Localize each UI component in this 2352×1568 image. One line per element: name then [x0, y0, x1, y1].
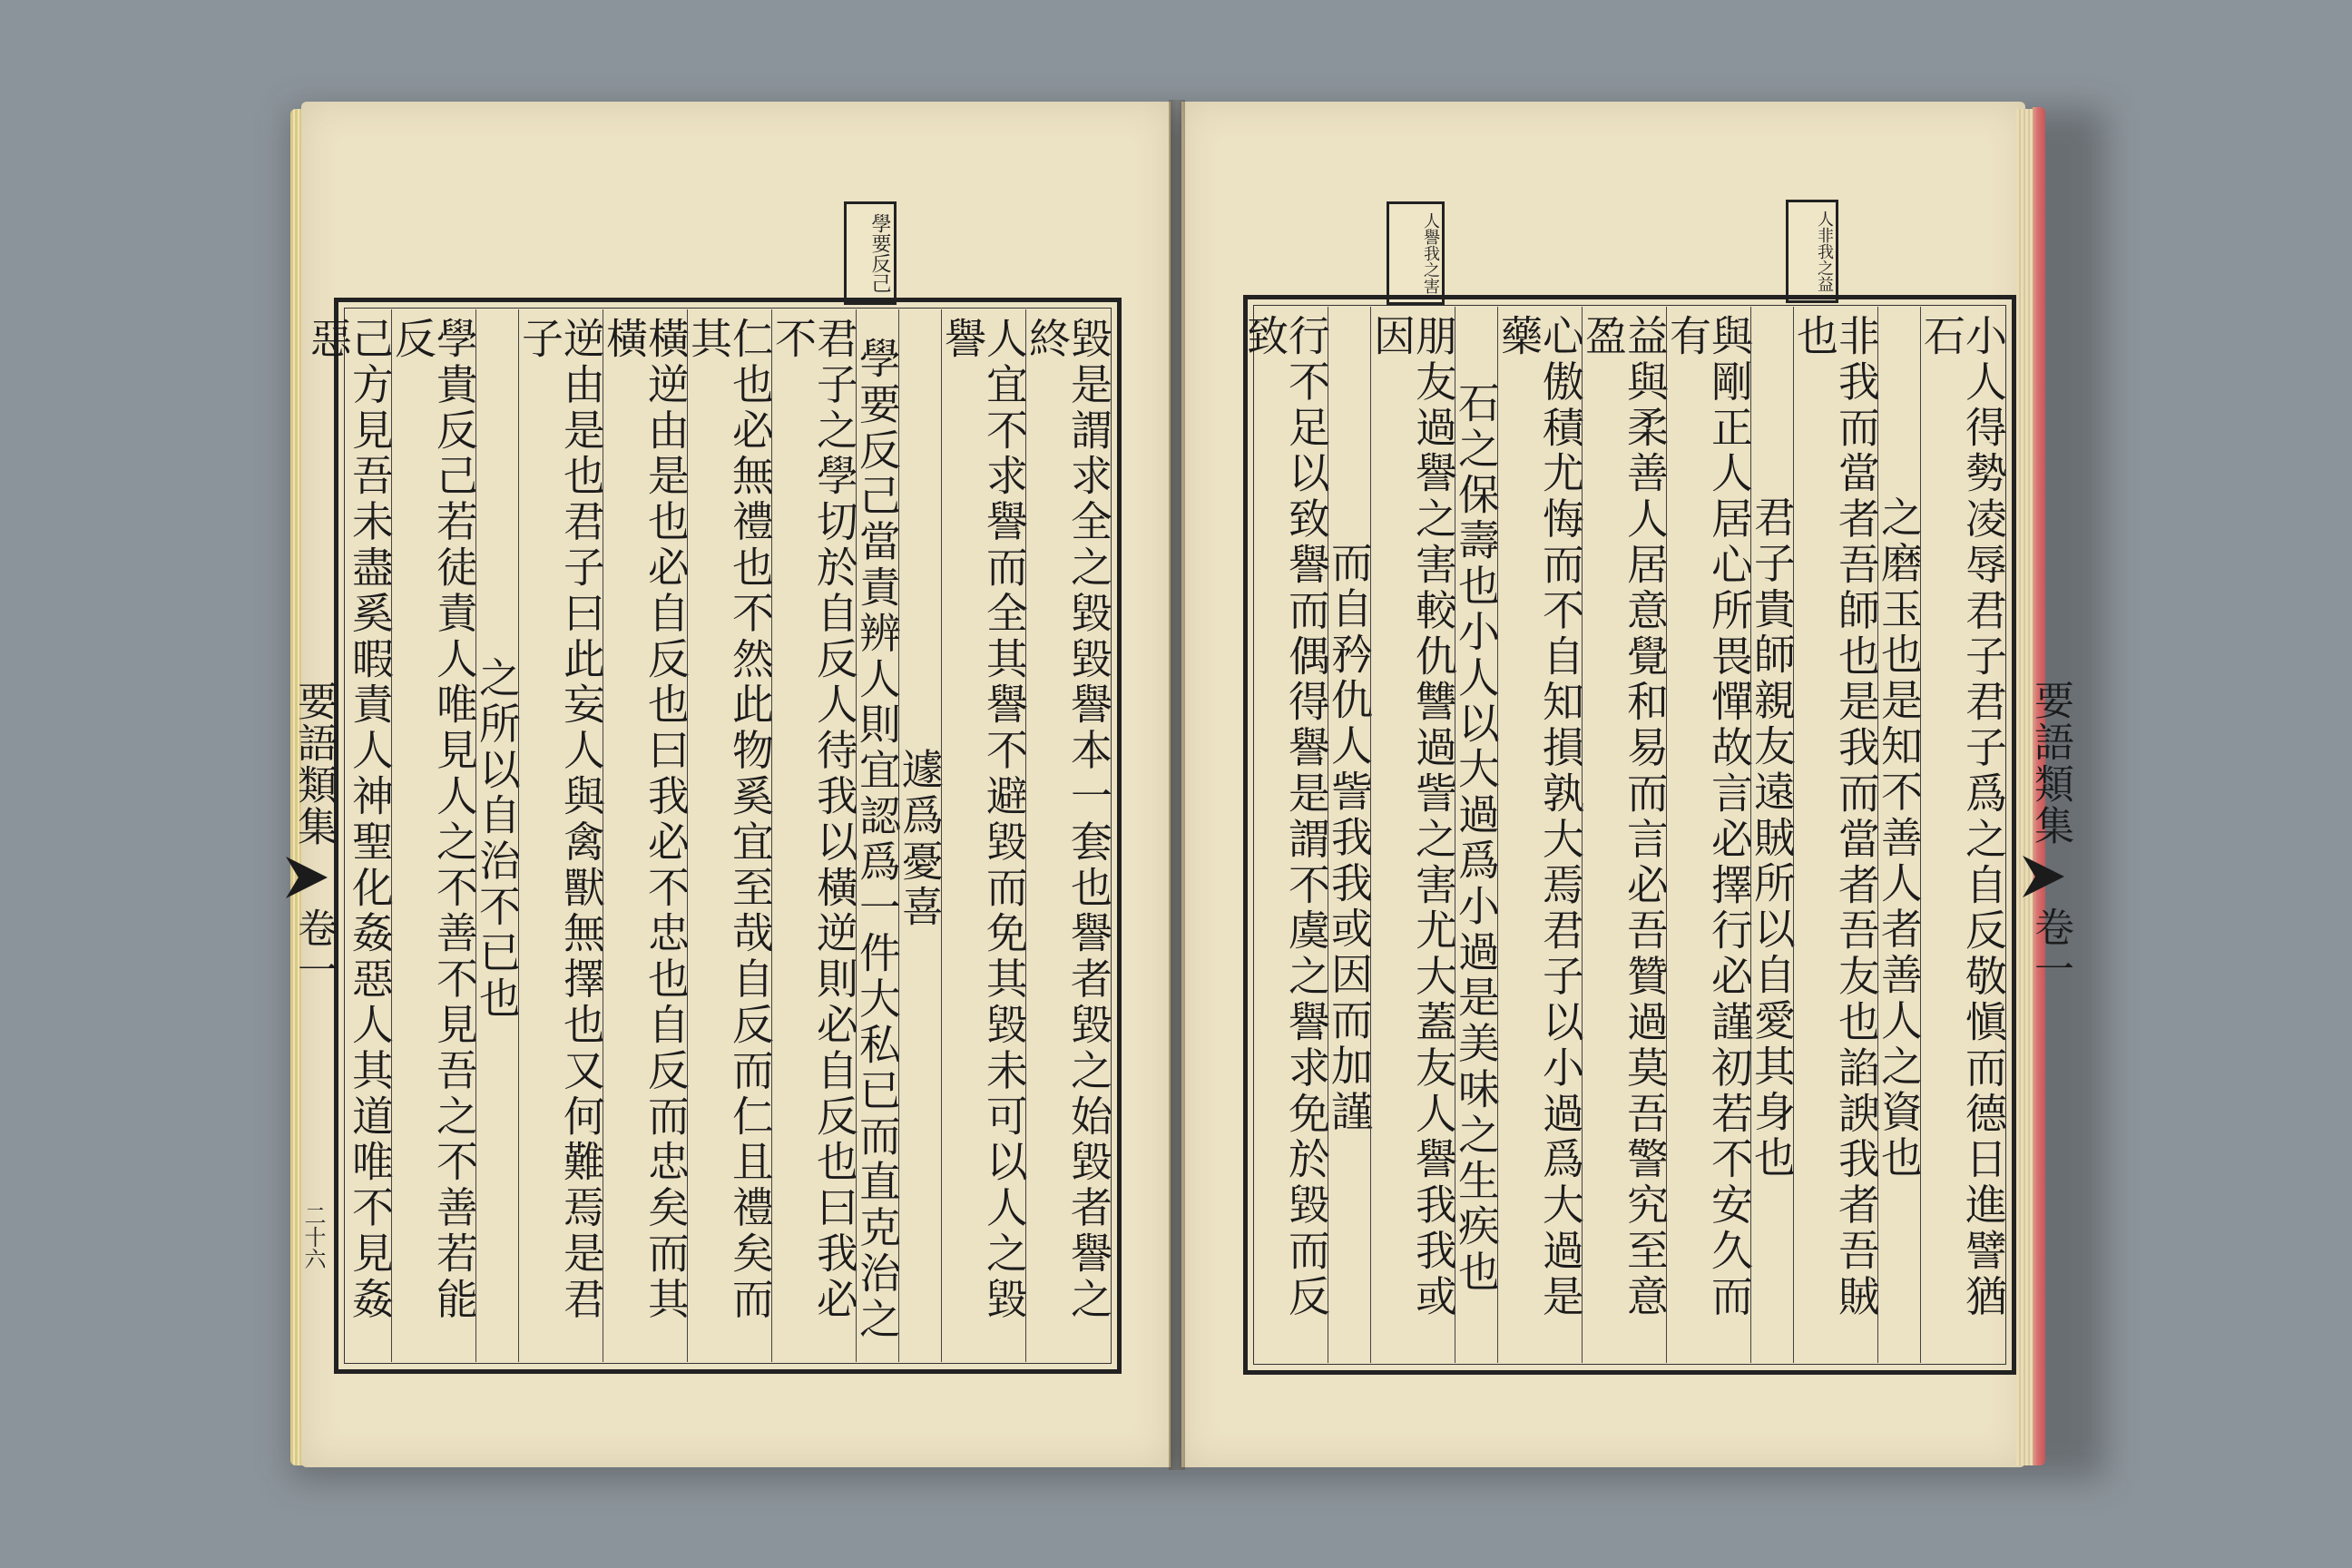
text-column: 仁也必無禮也不然此物奚宜至哉自反而仁且禮矣而其: [687, 309, 771, 1362]
right-running-title: 要語類集: [2027, 680, 2073, 847]
right-margin-tag-1-text: 人非我之益: [1815, 211, 1834, 292]
left-margin-tag-text: 學要反己: [868, 213, 891, 293]
text-column: 石之保壽也小人以大過爲小過是美味之生疾也: [1455, 307, 1497, 1363]
text-column: 朋友過譽之害較仇讐過訾之害尤大蓋友人譽我我或因: [1370, 307, 1455, 1363]
folio-number: 二十六: [300, 1204, 326, 1269]
text-column: 與剛正人居心所畏憚故言必擇行必謹初若不安久而有: [1666, 307, 1750, 1363]
left-volume-label: 卷一: [290, 907, 337, 991]
text-column: 遽爲憂喜: [898, 309, 941, 1362]
book-gutter: [1169, 100, 1185, 1470]
text-column: 心傲積尤悔而不自知損孰大焉君子以小過爲大過是藥: [1497, 307, 1582, 1363]
text-column: 而自矜仇人訾我我或因而加謹: [1328, 307, 1370, 1363]
text-column: 學貴反己若徒責人唯見人之不善不見吾之不善若能反: [391, 309, 475, 1362]
right-margin-tag-2: [1387, 201, 1445, 305]
fish-tail-icon: [2023, 856, 2064, 897]
text-column: 橫逆由是也必自反也曰我必不忠也自反而忠矣而其橫: [603, 309, 687, 1362]
left-margin-tag: [844, 201, 897, 305]
text-column: 非我而當者吾師也是我而當者吾友也諂諛我者吾賊也: [1793, 307, 1877, 1363]
text-column: 之磨玉也是知不善人者善人之資也: [1877, 307, 1920, 1363]
right-margin-tag-2-text: 人譽我之害: [1421, 212, 1440, 294]
text-column: 行不足以致譽而偶得譽是謂不虞之譽求免於毀而反致: [1240, 314, 1331, 1320]
text-column: 小人得勢凌辱君子君子爲之自反敬愼而德日進譬猶石: [1920, 307, 2004, 1363]
right-volume-label: 卷一: [2027, 906, 2073, 990]
left-running-title: 要語類集: [290, 681, 337, 848]
right-running-head: [2017, 307, 2073, 1363]
text-column: 學要反己當責辨人則宜認爲一件大私已而直克治之: [856, 309, 898, 1362]
right-margin-tag-1: [1786, 200, 1838, 303]
text-column: 毀是謂求全之毀毀譽本一套也譽者毀之始毀者譽之終: [1025, 309, 1110, 1362]
text-column: 君子貴師親友遠賊所以自愛其身也: [1750, 307, 1793, 1363]
right-text-frame: [1240, 295, 2073, 1375]
left-text-frame: [290, 298, 1122, 1374]
text-column: 人宜不求譽而全其譽不避毀而免其毀未可以人之毀譽: [941, 309, 1025, 1362]
text-column: 益與柔善人居意覺和易而言必吾贊過莫吾警究至意盈: [1582, 307, 1666, 1363]
text-column: 己方見吾未盡奚暇責人神聖化姦惡人其道唯不見姦惡: [304, 317, 395, 1323]
right-text-columns: [1240, 307, 2008, 1363]
text-column: 之所以自治不已也: [475, 309, 518, 1362]
text-column: 君子之學切於自反人待我以橫逆則必自反也曰我必不: [771, 309, 856, 1362]
text-column: 逆由是也君子曰此妄人與禽獸無擇也又何難焉是君子: [518, 309, 603, 1362]
